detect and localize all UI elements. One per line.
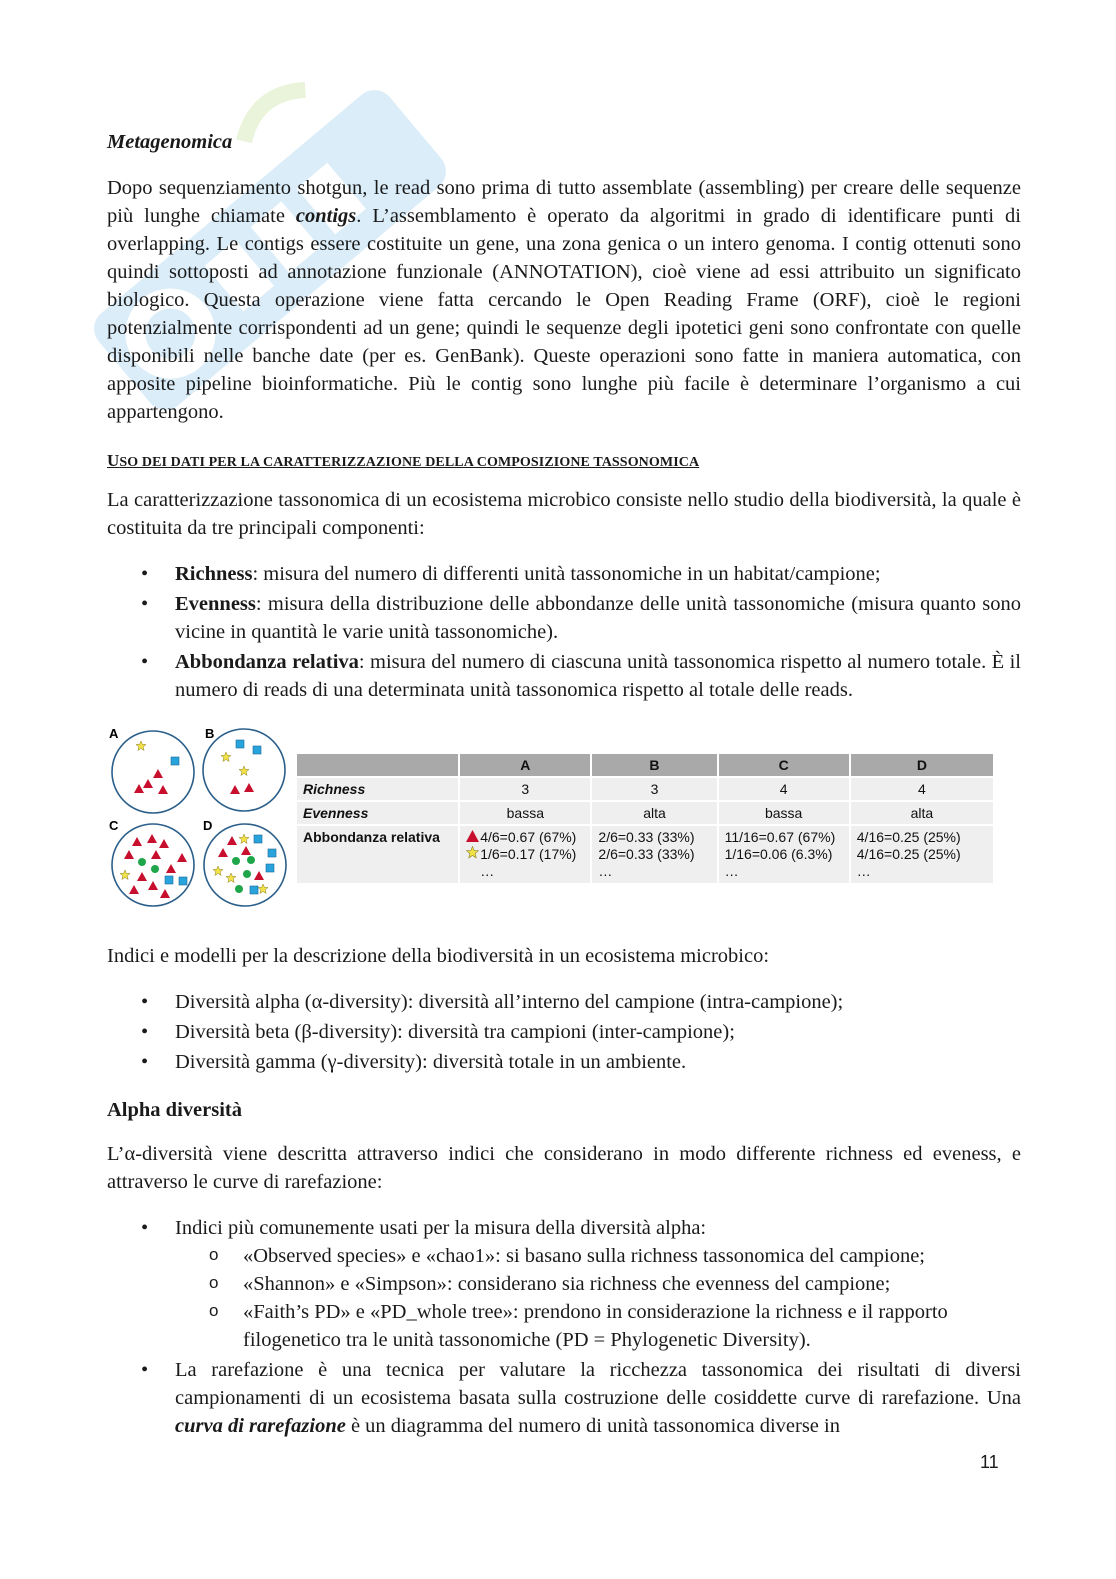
table-header: A — [459, 754, 591, 777]
abbondanza-ellipsis: … — [856, 863, 871, 879]
text-evenness: : misura della distribuzione delle abbondanze delle unità tassonomiche (misura quanto sono vicine in quantità le varie unità tassonomiche). — [175, 593, 1021, 643]
table-cell: 4 — [850, 777, 994, 801]
abbondanza-value: 1/6=0.17 (17%) — [480, 846, 577, 862]
text-abbondanza: : misura del numero di ciascuna unità tassonomica rispetto al numero totale. È il numero di reads di una determinata unità tassonomica rispetto al totale delle reads. — [175, 651, 1021, 701]
table-cell: bassa — [718, 801, 850, 825]
indices-intro: Indici più comunemente usati per la misura della diversità alpha: — [175, 1217, 707, 1239]
alpha-list — [107, 1214, 1021, 1440]
table-header: C — [718, 754, 850, 777]
term-contigs: contigs — [295, 205, 357, 227]
abbondanza-value: 4/16=0.25 (25%) — [856, 846, 961, 862]
circle-label-d: D — [203, 818, 213, 833]
rarefazione-pre: La rarefazione è una tecnica per valutare la ricchezza tassonomica dei risultati di diversi campionamenti di un ecosistema basata sulla costruzione delle cosiddette curve di rarefazione. Una — [175, 1359, 1021, 1409]
abbondanza-ellipsis: … — [480, 863, 495, 879]
heading-alpha-diversity: Alpha diversità — [107, 1099, 242, 1121]
figure-diversity — [107, 724, 1021, 924]
abbondanza-ellipsis: … — [724, 863, 739, 879]
list-item-gamma: • Diversità gamma (γ-diversity): diversità totale in un ambiente. — [107, 1048, 1021, 1076]
paragraph-assembling-pre: Dopo sequenziamento shotgun, le read sono prima di tutto assemblate (assembling) per creare delle sequenze più lunghe chiamate — [107, 177, 1021, 227]
triangle-marker-icon — [466, 829, 480, 846]
abbondanza-value: 2/6=0.33 (33%) — [598, 829, 695, 845]
table-cell: bassa — [459, 801, 591, 825]
page-number: 11 — [980, 1452, 999, 1472]
abbondanza-value: 1/16=0.06 (6.3%) — [724, 846, 833, 862]
section-title-taxonomy — [107, 450, 1021, 474]
table-cell: 4 — [718, 777, 850, 801]
table-header-empty — [297, 754, 459, 777]
main-content — [107, 128, 1021, 1442]
table-row-abbondanza — [297, 825, 994, 883]
paragraph-biodiversity-intro: La caratterizzazione tassonomica di un ecosistema microbico consiste nello studio della biodiversità, la quale è costituita da tre principali componenti: — [107, 489, 1021, 539]
circle-label-b: B — [205, 726, 215, 741]
table-cell — [718, 825, 850, 883]
circle-label-a: A — [109, 726, 119, 741]
circle-label-c: C — [109, 818, 119, 833]
term-evenness: Evenness — [175, 593, 256, 615]
row-label-abbondanza: Abbondanza relativa — [297, 825, 459, 883]
table-row-richness — [297, 777, 994, 801]
paragraph-assembling-post: . L’assemblamento è operato da algoritmi in grado di identificare punti di overlapping. Le contigs essere costituite un gene, una zona genica o un intero genoma. I contig ottenuti sono quindi sottoposti ad annotazione funzionale (ANNOTATION), cioè viene ad essi attribuito un significato biologico. Questa operazione viene fatta cercando le Open Reading Frame (ORF), cioè le regioni potenzialmente corrispondenti ad un gene; quindi le sequenze degli ipotetici geni sono confrontate con quelle disponibili nelle banche date (per es. GenBank). Queste operazioni sono fatte in maniera automatica, con apposite pipeline bioinformatiche. Più le contig sono lunghe più facile è determinare l’organismo a cui appartengono. — [107, 205, 1021, 423]
table-header-row — [297, 754, 994, 777]
list-item-indices — [107, 1214, 1021, 1354]
sublist-item-faith: o «Faith’s PD» e «PD_whole tree»: prendono in considerazione la richness e il rapporto filogenetico tra le unità tassonomiche (PD = Phylogenetic Diversity). — [175, 1298, 1021, 1354]
paragraph-indices-intro: Indici e modelli per la descrizione della biodiversità in un ecosistema microbico: — [107, 945, 770, 967]
table-cell: 3 — [591, 777, 717, 801]
list-item-beta: • Diversità beta (β-diversity): diversità tra campioni (inter-campione); — [107, 1018, 1021, 1046]
list-item-evenness — [107, 590, 1021, 646]
taxonomy-table — [297, 754, 995, 883]
list-item-richness — [107, 560, 1021, 588]
table-cell: alta — [591, 801, 717, 825]
abbondanza-value: 2/6=0.33 (33%) — [598, 846, 695, 862]
row-label-evenness: Evenness — [297, 801, 459, 825]
list-item-abbondanza — [107, 648, 1021, 704]
sample-a-circle — [112, 731, 194, 813]
table-header: B — [591, 754, 717, 777]
term-richness: Richness — [175, 563, 253, 585]
row-label-richness: Richness — [297, 777, 459, 801]
section-title-rest: SO DEI DATI PER LA CARATTERIZZAZIONE DELLA COMPOSIZIONE TASSONOMICA — [119, 455, 700, 470]
paragraph-alpha-intro: L’α-diversità viene descritta attraverso indici che considerano in modo differente richness ed eveness, e attraverso le curve di rarefazione: — [107, 1143, 1021, 1193]
term-curva-rarefazione: curva di rarefazione — [175, 1415, 346, 1437]
abbondanza-ellipsis: … — [598, 863, 613, 879]
abbondanza-value: 11/16=0.67 (67%) — [724, 829, 836, 845]
table-row-evenness — [297, 801, 994, 825]
table-cell — [850, 825, 994, 883]
text-richness: : misura del numero di differenti unità tassonomiche in un habitat/campione; — [252, 563, 881, 585]
list-item-alpha: • Diversità alpha (α-diversity): diversità all’interno del campione (intra-campione); — [107, 988, 1021, 1016]
paragraph-assembling — [107, 174, 1021, 426]
sample-circles-diagram — [107, 724, 292, 914]
components-list — [107, 560, 1021, 704]
table-cell: 3 — [459, 777, 591, 801]
abbondanza-value: 4/6=0.67 (67%) — [480, 829, 577, 845]
sublist-item-shannon: o «Shannon» e «Simpson»: considerano sia richness che evenness del campione; — [175, 1270, 1021, 1298]
term-abbondanza: Abbondanza relativa — [175, 651, 359, 673]
indices-sublist — [175, 1242, 1021, 1354]
table-cell — [591, 825, 717, 883]
diversity-list — [107, 988, 1021, 1076]
heading-metagenomica: Metagenomica — [107, 131, 233, 153]
rarefazione-post: è un diagramma del numero di unità tassonomica diverse in — [345, 1415, 840, 1437]
star-marker-icon — [466, 846, 480, 863]
table-cell — [459, 825, 591, 883]
table-header: D — [850, 754, 994, 777]
sublist-item-observed: o «Observed species» e «chao1»: si basano sulla richness tassonomica del campione; — [175, 1242, 1021, 1270]
table-cell: alta — [850, 801, 994, 825]
section-title-first: U — [107, 451, 120, 470]
list-item-rarefazione — [107, 1356, 1021, 1440]
abbondanza-value: 4/16=0.25 (25%) — [856, 829, 961, 845]
